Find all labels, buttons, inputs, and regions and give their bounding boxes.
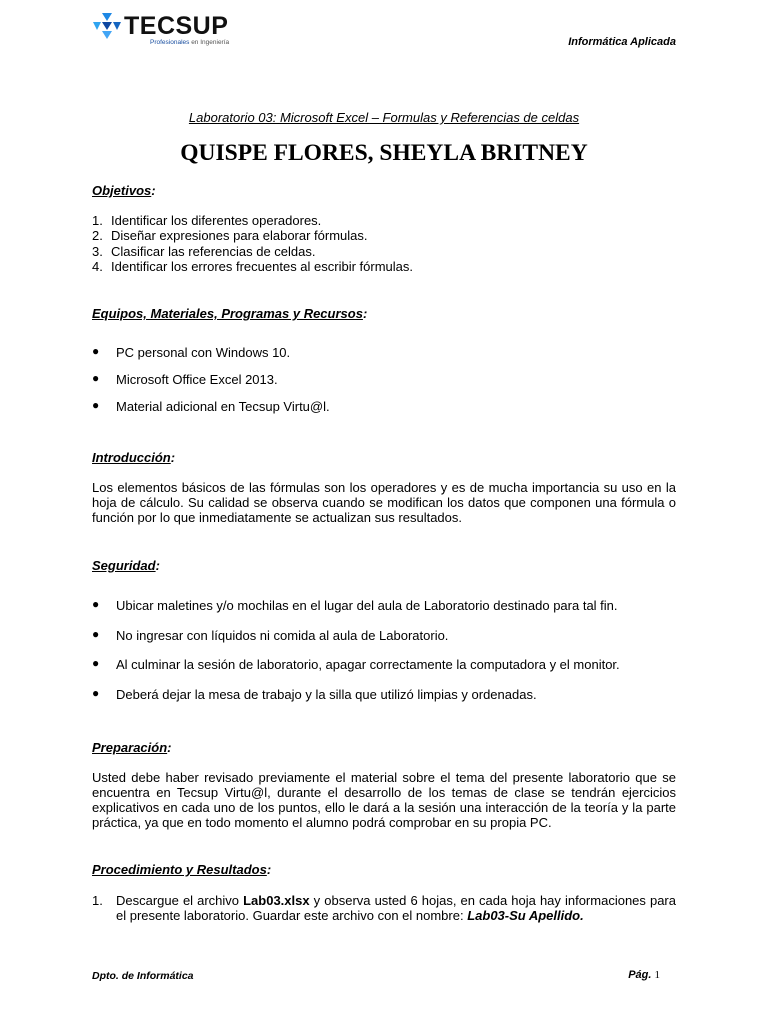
footer-department: Dpto. de Informática: [92, 970, 194, 982]
tagline-part-2: en Ingeniería: [189, 39, 230, 46]
item-text: Material adicional en Tecsup Virtu@l.: [116, 399, 330, 414]
bullet-icon: ●: [92, 344, 100, 358]
step-text-mid: y observa usted 6 hojas, en cada hoja hay informaciones para el presente laboratorio. Guardar este archivo con el nombre:: [116, 893, 676, 923]
item-text: Identificar los errores frecuentes al escribir fórmulas.: [111, 258, 414, 274]
item-text: No ingresar con líquidos ni comida al aula de Laboratorio.: [116, 628, 449, 643]
step-text: [116, 893, 676, 923]
objetivos-list: [92, 213, 413, 274]
item-number: 4.: [92, 258, 103, 274]
step-file-name: Lab03.xlsx: [243, 893, 310, 908]
preparacion-heading: Preparación:: [92, 740, 172, 755]
step-number: 1.: [92, 893, 103, 908]
introduccion-text: Los elementos básicos de las fórmulas son los operadores y es de mucha importancia su uso en la hoja de cálculo. Su calidad se observa cuando se modifican los datos que componen una fórmula o función por lo que inmediatamente se actualizan sus resultados.: [92, 480, 676, 525]
equipos-heading: Equipos, Materiales, Programas y Recursos:: [92, 306, 368, 321]
list-item: [92, 228, 413, 243]
bullet-icon: ●: [92, 686, 100, 700]
page-number: 1: [654, 969, 660, 981]
course-name: Informática Aplicada: [568, 36, 676, 48]
step-save-name: Lab03-Su Apellido.: [467, 908, 584, 923]
student-name: QUISPE FLORES, SHEYLA BRITNEY: [180, 140, 588, 166]
brand-name: TECSUP: [124, 12, 229, 40]
list-item: [92, 259, 413, 274]
footer-page: [628, 969, 660, 981]
equipos-heading-text: Equipos, Materiales, Programas y Recursos: [92, 306, 363, 321]
item-text: Diseñar expresiones para elaborar fórmulas.: [111, 228, 368, 244]
item-text: PC personal con Windows 10.: [116, 345, 291, 360]
bullet-icon: ●: [92, 627, 100, 641]
brand-tagline: [150, 39, 229, 46]
seguridad-heading-text: Seguridad: [92, 558, 156, 573]
item-text: Deberá dejar la mesa de trabajo y la silla que utilizó limpias y ordenadas.: [116, 687, 537, 702]
bullet-icon: ●: [92, 656, 100, 670]
objetivos-heading: Objetivos:: [92, 183, 156, 198]
list-item: [92, 244, 413, 259]
introduccion-heading-text: Introducción: [92, 450, 171, 465]
list-item: [92, 213, 413, 228]
procedimiento-heading: Procedimiento y Resultados:: [92, 862, 272, 877]
item-text: Ubicar maletines y/o mochilas en el lugar del aula de Laboratorio destinado para tal fin.: [116, 598, 618, 613]
seguridad-heading: Seguridad:: [92, 558, 160, 573]
item-text: Identificar los diferentes operadores.: [111, 213, 322, 228]
item-number: 1.: [92, 213, 103, 228]
item-text: Microsoft Office Excel 2013.: [116, 372, 278, 387]
page-label: Pág.: [628, 969, 652, 981]
bullet-icon: ●: [92, 398, 100, 412]
introduccion-heading: Introducción:: [92, 450, 176, 465]
step-text-pre: Descargue el archivo: [116, 893, 244, 908]
item-text: Al culminar la sesión de laboratorio, apagar correctamente la computadora y el monitor.: [116, 657, 620, 672]
item-text: Clasificar las referencias de celdas.: [111, 243, 316, 259]
item-number: 2.: [92, 228, 103, 244]
tagline-part-1: Profesionales: [150, 39, 190, 46]
bullet-icon: ●: [92, 597, 100, 611]
objetivos-heading-text: Objetivos: [92, 183, 152, 198]
procedimiento-heading-text: Procedimiento y Resultados: [92, 862, 267, 877]
preparacion-heading-text: Preparación: [92, 740, 168, 755]
preparacion-text: Usted debe haber revisado previamente el material sobre el tema del presente laboratorio que se encuentra en Tecsup Virtu@l, durante el desarrollo de los temas de clase se tendrán ejercicios explicativos en cada uno de los puntos, ello le dará a la sesión una interacción de la teoría y la parte práctica, ya que en todo momento el alumno podrá comprobar en su propia PC.: [92, 770, 676, 830]
lab-title: Laboratorio 03: Microsoft Excel – Formulas y Referencias de celdas: [188, 110, 580, 125]
item-number: 3.: [92, 243, 103, 259]
bullet-icon: ●: [92, 371, 100, 385]
